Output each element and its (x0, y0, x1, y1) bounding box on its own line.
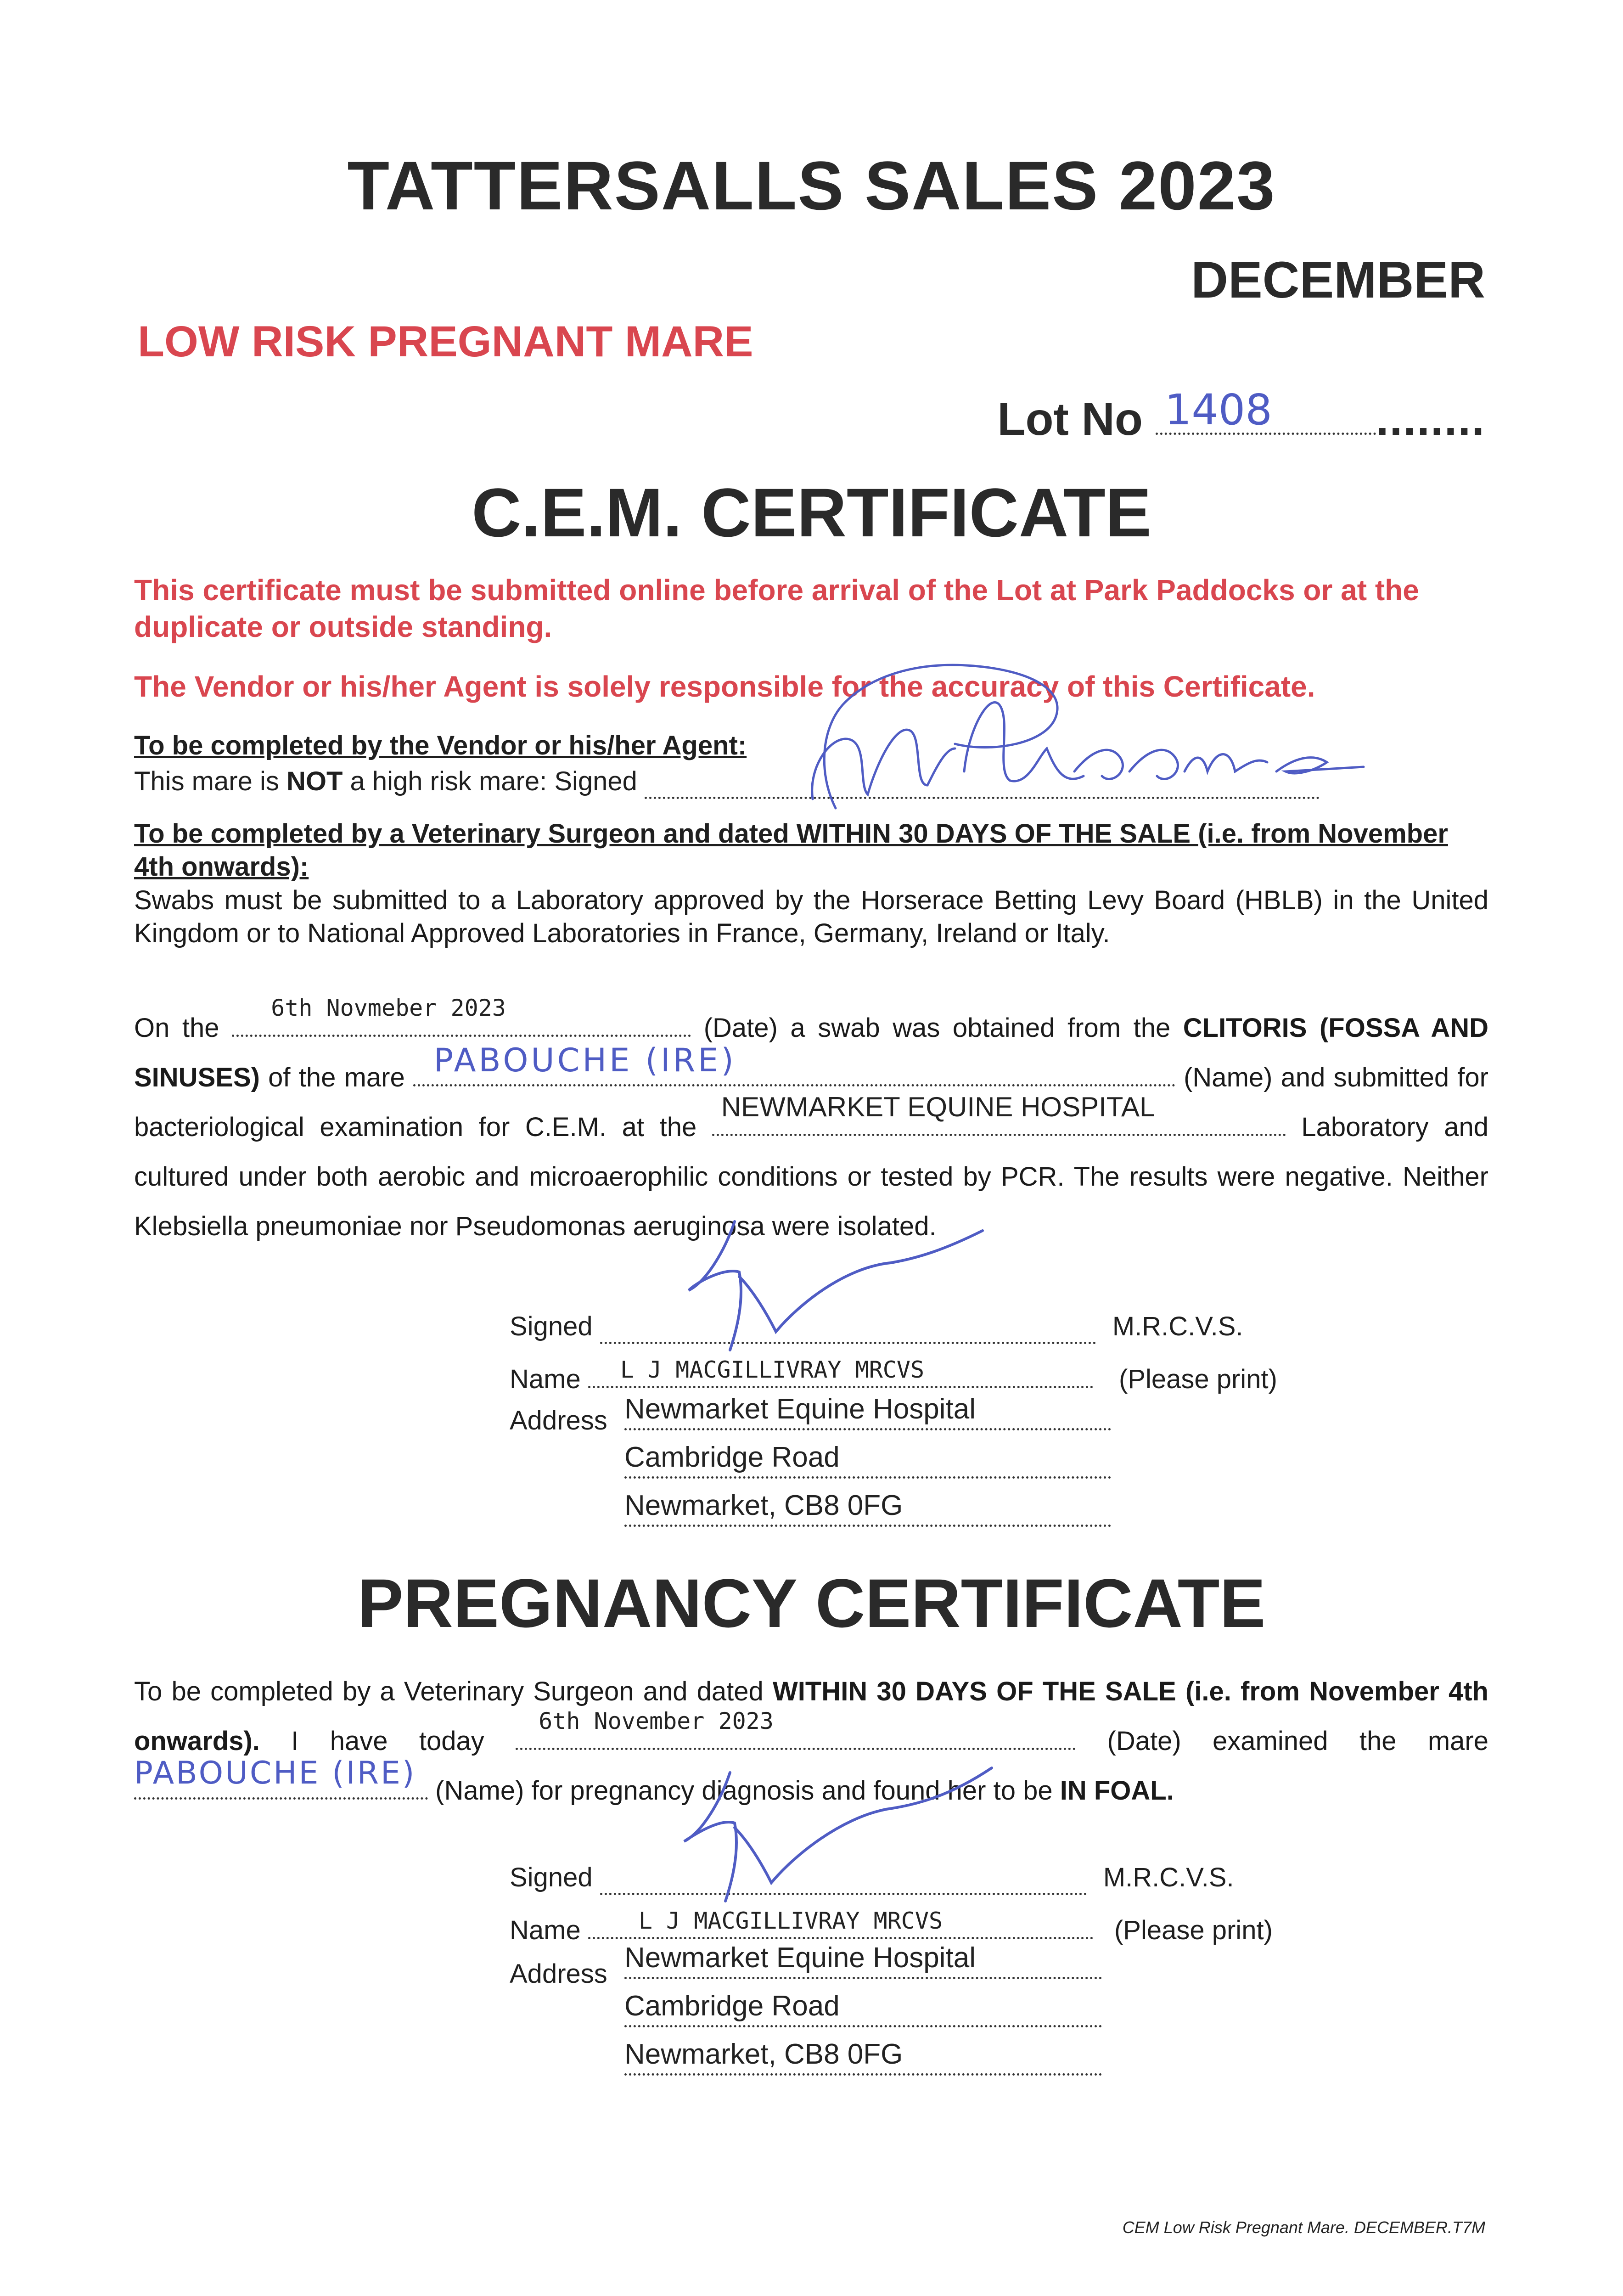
pregnancy-address-line-3: Newmarket, CB8 0FG (624, 2027, 1102, 2076)
cem-address-block (624, 1382, 1111, 1527)
swab-date-line (232, 995, 691, 1037)
swab-date-value: 6th Novmeber 2023 (271, 995, 506, 1021)
mare-name-value: PABOUCHE (IRE) (433, 1041, 736, 1079)
pregnancy-address-block (624, 1931, 1102, 2076)
cem-address-line-1: Newmarket Equine Hospital (624, 1382, 1111, 1430)
responsibility-notice: The Vendor or his/her Agent is solely responsible for the accuracy of this Certificate. (134, 670, 1315, 703)
pregnancy-mare-name: PABOUCHE (IRE) (134, 1755, 416, 1791)
lot-number-line (1156, 387, 1376, 435)
lot-dots: ........ (1376, 394, 1485, 445)
cem-name-row: Name L J MACGILLIVRAY MRCVS (Please print) (510, 1356, 1277, 1394)
sale-title: TATTERSALLS SALES 2023 (347, 147, 1276, 224)
pregnancy-mare-line (134, 1755, 428, 1800)
pregnancy-vet-name: L J MACGILLIVRAY MRCVS (638, 1908, 943, 1934)
submission-notice: This certificate must be submitted online before arrival of the Lot at Park Paddocks or at the duplicate or outside standing. (134, 574, 1419, 643)
cem-address-line-2: Cambridge Road (624, 1430, 1111, 1479)
exam-date-value: 6th November 2023 (539, 1708, 774, 1734)
vendor-declaration: This mare is NOT a high risk mare: Signed (134, 766, 1320, 799)
cem-address-label: Address (510, 1406, 607, 1435)
cem-vet-signature (661, 1212, 1038, 1359)
sale-month: DECEMBER (1191, 251, 1485, 309)
laboratory-value: NEWMARKET EQUINE HOSPITAL (721, 1092, 1155, 1122)
lot-number-value: 1408 (1164, 385, 1272, 434)
lot-number-field (997, 387, 1485, 446)
pregnancy-name-row: Name L J MACGILLIVRAY MRCVS (Please print) (510, 1908, 1273, 1945)
form-reference: CEM Low Risk Pregnant Mare. DECEMBER.T7M (1122, 2218, 1485, 2237)
cem-certificate-title: C.E.M. CERTIFICATE (472, 474, 1151, 551)
cem-address-line-3: Newmarket, CB8 0FG (624, 1479, 1111, 1527)
pregnancy-signed-row: Signed M.R.C.V.S. (510, 1862, 1234, 1895)
exam-date-line (516, 1708, 1076, 1750)
risk-category: LOW RISK PREGNANT MARE (138, 317, 753, 366)
swab-requirements: Swabs must be submitted to a Laboratory approved by the Horserace Betting Levy Board (HBLB) in the United Kingdom or to National Approved Laboratories in France, Germany, Ireland or Italy. (134, 885, 1488, 948)
laboratory-line (712, 1092, 1286, 1136)
vendor-heading: To be completed by the Vendor or his/her Agent: (134, 731, 747, 760)
lot-label: Lot No (997, 394, 1143, 445)
cem-signed-row: Signed M.R.C.V.S. (510, 1311, 1243, 1344)
pregnancy-certificate-title: PREGNANCY CERTIFICATE (357, 1564, 1266, 1642)
pregnancy-declaration: To be completed by a Veterinary Surgeon and dated WITHIN 30 DAYS OF THE SALE (i.e. from November 4th onwards). I have today 6th November 2023 (Date) examined the mare PABOUCHE (IRE) (Name) for pregnancy diagnosis and found her to be IN FOAL. (134, 1677, 1488, 1806)
pregnancy-address-label: Address (510, 1959, 607, 1989)
pregnancy-address-line-1: Newmarket Equine Hospital (624, 1931, 1102, 1979)
pregnancy-vet-signature (661, 1754, 1038, 1910)
vet-heading: To be completed by a Veterinary Surgeon and dated WITHIN 30 DAYS OF THE SALE (i.e. from November 4th onwards): (134, 819, 1448, 882)
cem-vet-name: L J MACGILLIVRAY MRCVS (620, 1356, 925, 1383)
swab-declaration: On the 6th Novmeber 2023 (Date) a swab was obtained from the CLITORIS (FOSSA AND SINUSES) of the mare PABOUCHE (IRE) (Name) and submitted for bacteriological examination for C.E.M. at the NEWMARKET EQUINE HOSPITAL Laboratory and cultured under both aerobic and microaerophilic conditions or tested by PCR. The results were negative. Neither Klebsiella pneumoniae nor Pseudomonas aeruginosa were isolated. (134, 1003, 1488, 1251)
pregnancy-address-line-2: Cambridge Road (624, 1979, 1102, 2027)
vendor-signature (781, 634, 1377, 827)
